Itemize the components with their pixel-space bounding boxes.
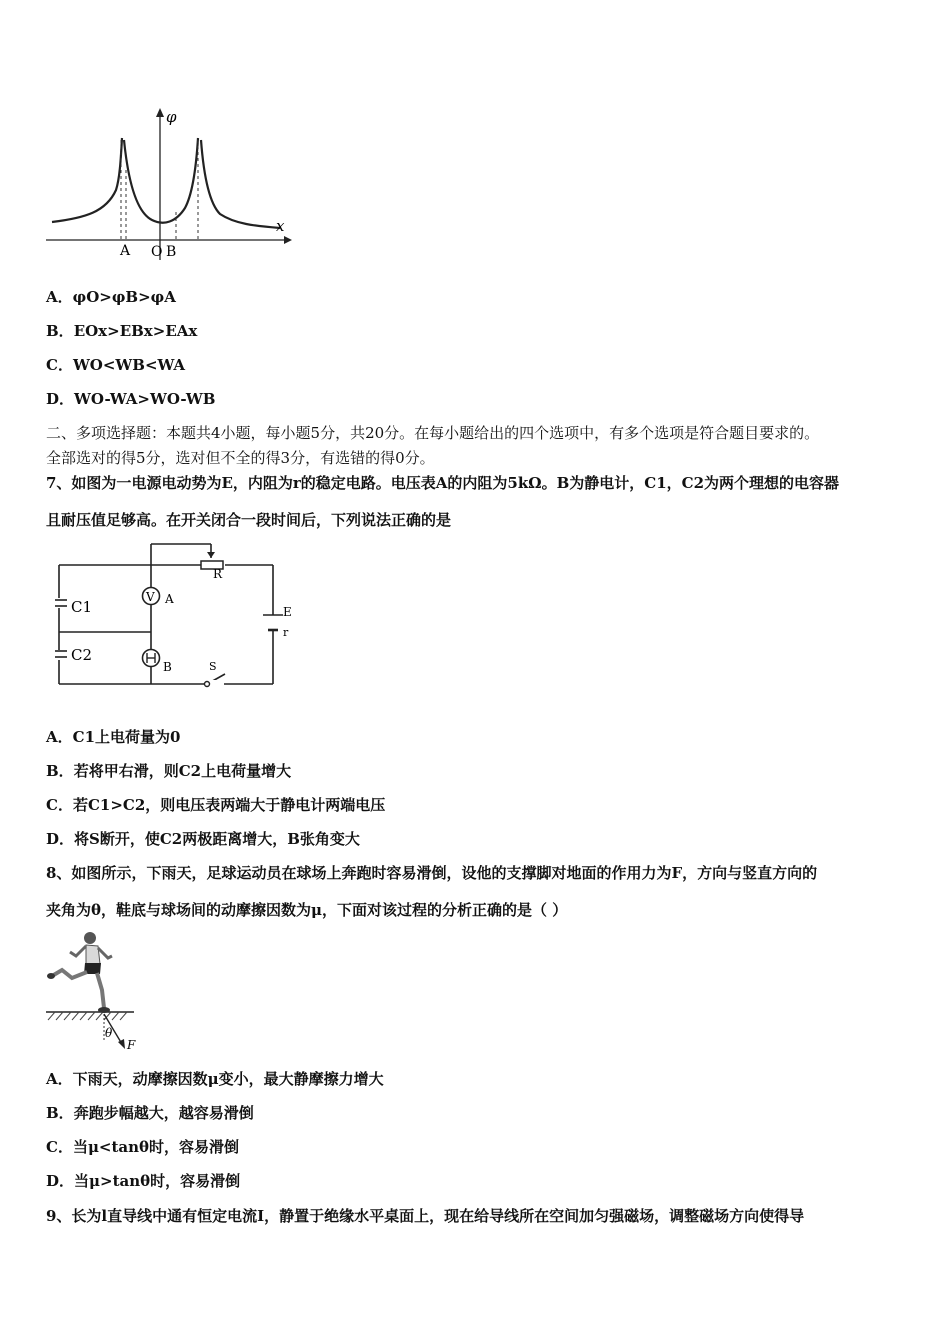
q8-option-a: A．下雨天，动摩擦因数μ变小，最大静摩擦力增大 — [46, 1070, 384, 1088]
q8-option-c: C．当μ<tanθ时，容易滑倒 — [46, 1138, 240, 1156]
q7-option-b: B．若将甲右滑，则C2上电荷量增大 — [46, 762, 292, 780]
voltmeter-symbol: V — [146, 590, 155, 604]
b-label: B — [163, 660, 172, 674]
q8-stem-line2: 夹角为θ，鞋底与球场间的动摩擦因数为μ，下面对该过程的分析正确的是（ ） — [46, 901, 568, 919]
q7-option-a: A．C1上电荷量为0 — [46, 728, 181, 746]
a-label: A — [165, 592, 174, 606]
q8-stem-line1: 8、如图所示，下雨天，足球运动员在球场上奔跑时容易滑倒，设他的支撑脚对地面的作用力为F，方向与竖直方向的 — [46, 864, 818, 882]
c2-label: C2 — [71, 646, 93, 664]
q7-option-d: D．将S断开，使C2两极距离增大，B张角变大 — [46, 830, 360, 848]
e-label: E — [283, 605, 292, 619]
q9-stem-line1: 9、长为l直导线中通有恒定电流I，静置于绝缘水平桌面上，现在给导线所在空间加匀强磁场，调整磁场方向使得导 — [46, 1207, 805, 1225]
circuit-diagram — [55, 540, 305, 695]
q7-option-c: C．若C1>C2，则电压表两端大于静电计两端电压 — [46, 796, 386, 814]
s-label: S — [209, 660, 217, 673]
r-res-label: R — [213, 567, 223, 581]
runner-figure — [42, 928, 152, 1056]
theta-label: θ — [105, 1026, 113, 1040]
q6-option-a: A．φO>φB>φA — [46, 288, 176, 306]
potential-graph — [40, 100, 300, 265]
c1-label: C1 — [71, 598, 93, 616]
force-label: F — [127, 1038, 136, 1052]
section-heading-line1: 二、多项选择题：本题共4小题，每小题5分，共20分。在每小题给出的四个选项中，有多个选项是符合题目要求的。 — [46, 424, 820, 442]
r-int-label: r — [283, 626, 289, 639]
axis-x-label: x — [276, 217, 285, 235]
q6-option-c: C．WO<WB<WA — [46, 356, 186, 374]
axis-y-label: φ — [166, 108, 177, 126]
point-a-label: A — [120, 243, 131, 259]
q8-option-d: D．当μ>tanθ时，容易滑倒 — [46, 1172, 241, 1190]
q6-option-b: B．EOx>EBx>EAx — [46, 322, 198, 340]
point-b-label: B — [166, 244, 177, 260]
point-o-label: O — [151, 244, 163, 260]
q7-stem-line1: 7、如图为一电源电动势为E，内阻为r的稳定电路。电压表A的内阻为5kΩ。B为静电计，C1，C2为两个理想的电容器 — [46, 474, 840, 492]
q6-option-d: D．WO-WA>WO-WB — [46, 390, 216, 408]
section-heading-line2: 全部选对的得5分，选对但不全的得3分，有选错的得0分。 — [46, 449, 435, 467]
q7-stem-line2: 且耐压值足够高。在开关闭合一段时间后，下列说法正确的是 — [46, 511, 452, 529]
q8-option-b: B．奔跑步幅越大，越容易滑倒 — [46, 1104, 254, 1122]
